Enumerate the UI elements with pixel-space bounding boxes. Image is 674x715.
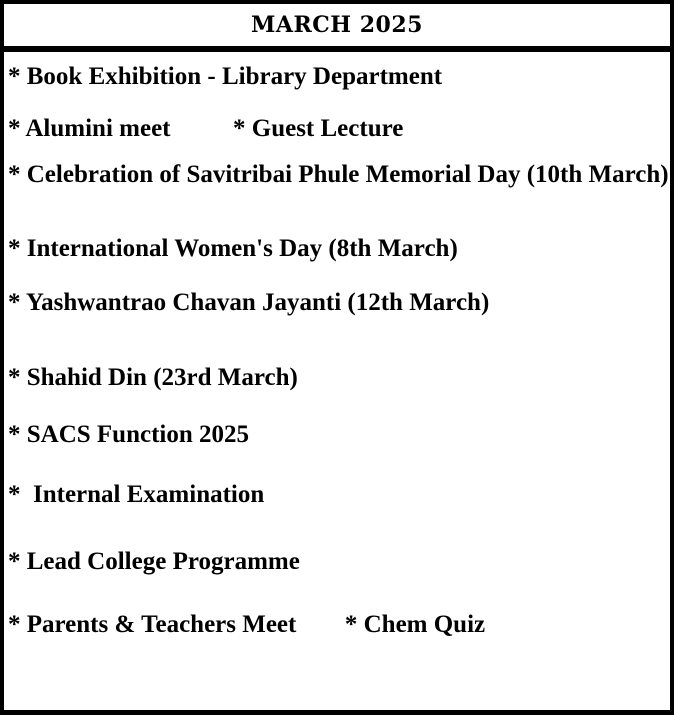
event-internal-examination (8, 480, 264, 510)
event-shahid-din: * Shahid Din (23rd March) (8, 364, 298, 391)
event-chem-quiz: * Chem Quiz (344, 611, 486, 638)
event-row-parents-chem (8, 610, 485, 640)
event-chavan-jayanti: * Yashwantrao Chavan Jayanti (12th March) (8, 289, 490, 316)
event-list (4, 52, 670, 710)
event-parents-teachers-meet: * Parents & Teachers Meet (8, 611, 297, 638)
event-book-exhibition: * Book Exhibition - Library Department (8, 63, 443, 90)
event-alumni-meet: * Alumini meet (8, 115, 171, 142)
event-internal-examination-text: * Internal Examination (8, 481, 265, 508)
event-sacs-function: * SACS Function 2025 (8, 421, 250, 448)
event-row-alumni-guest (8, 114, 403, 144)
month-title: MARCH 2025 (251, 12, 423, 38)
event-womens-day: * International Women's Day (8th March) (8, 235, 458, 262)
event-guest-lecture: * Guest Lecture (233, 115, 404, 142)
month-header (4, 4, 670, 46)
event-lead-college: * Lead College Programme (8, 548, 300, 575)
event-savitribai-phule-day: * Celebration of Savitribai Phule Memorial Day (10th March) (8, 161, 669, 188)
